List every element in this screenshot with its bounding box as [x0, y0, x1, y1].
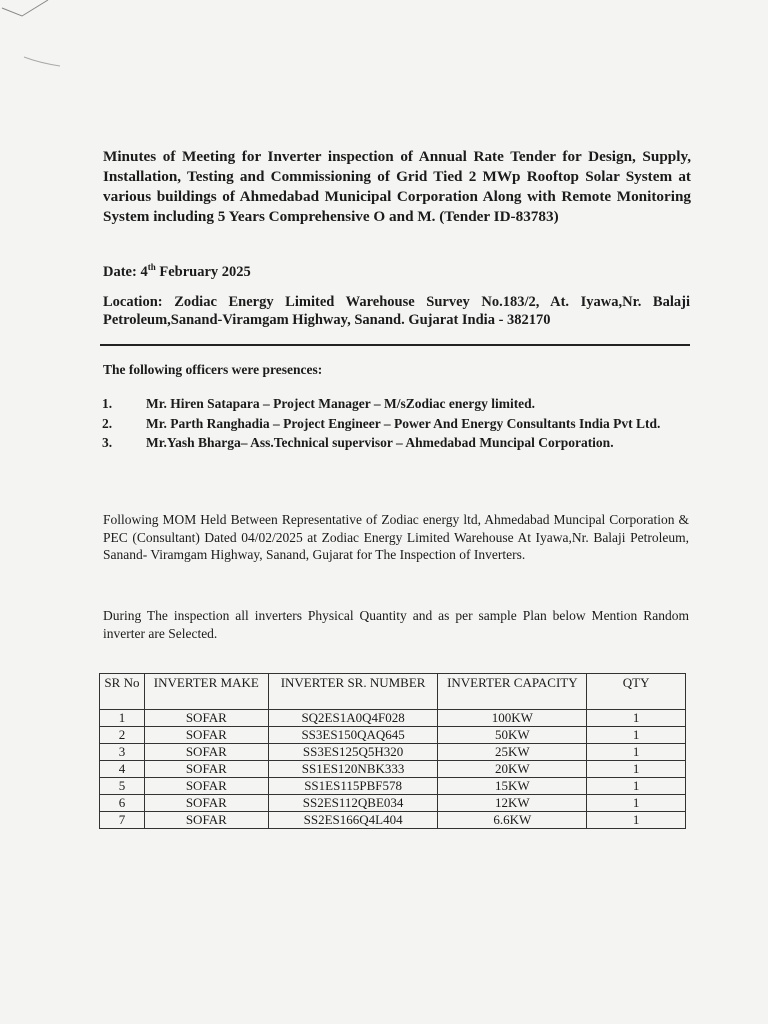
table-cell: 12KW [438, 795, 587, 812]
table-cell: 50KW [438, 727, 587, 744]
table-cell: 1 [587, 795, 686, 812]
table-cell: 1 [587, 812, 686, 829]
table-cell: 100KW [438, 710, 587, 727]
table-row [100, 727, 686, 744]
table-cell: SOFAR [144, 744, 268, 761]
table-cell: SS3ES125Q5H320 [268, 744, 438, 761]
table-row [100, 710, 686, 727]
officers-heading: The following officers were presences: [103, 362, 323, 377]
list-item [102, 435, 692, 452]
table-cell: SOFAR [144, 710, 268, 727]
table-cell: SS1ES120NBK333 [268, 761, 438, 778]
table-row [100, 761, 686, 778]
col-header-qty: QTY [587, 674, 686, 710]
scan-artifact-marks [0, 0, 90, 80]
officer-entry: Mr. Parth Ranghadia – Project Engineer – Power And Energy Consultants India Pvt Ltd. [146, 415, 661, 431]
table-cell: 2 [100, 727, 145, 744]
table-cell: 4 [100, 761, 145, 778]
officer-entry: Mr.Yash Bharga– Ass.Technical supervisor – Ahmedabad Muncipal Corporation. [146, 435, 614, 450]
table-cell: 1 [587, 761, 686, 778]
table-cell: SS2ES166Q4L404 [268, 812, 438, 829]
col-header-serial-number: INVERTER SR. NUMBER [268, 674, 438, 710]
table-cell: SOFAR [144, 761, 268, 778]
document-title: Minutes of Meeting for Inverter inspection of Annual Rate Tender for Design, Supply, Installation, Testing and Commissioning of Grid Tied 2 MWp Rooftop Solar System at various buildings of Ahmedabad Municipal Corporation Along with Remote Monitoring System including 5 Years Comprehensive O and M. (Tender ID-83783) [103, 148, 691, 225]
officer-entry: Mr. Hiren Satapara – Project Manager – M/sZodiac energy limited. [146, 396, 536, 411]
table-cell: 25KW [438, 744, 587, 761]
table-cell: SOFAR [144, 778, 268, 795]
col-header-sr-no: SR No [100, 674, 145, 710]
table-cell: 6.6KW [438, 812, 587, 829]
table-cell: SQ2ES1A0Q4F028 [268, 710, 438, 727]
table-row [100, 778, 686, 795]
table-cell: SOFAR [144, 812, 268, 829]
table-cell: 1 [587, 710, 686, 727]
inspection-paragraph: During The inspection all inverters Physical Quantity and as per sample Plan below Mention Random inverter are Selected. [103, 608, 689, 641]
col-header-make: INVERTER MAKE [144, 674, 268, 710]
table-cell: 1 [100, 710, 145, 727]
table-cell: 7 [100, 812, 145, 829]
meeting-date: Date: 4th February 2025 [103, 262, 251, 280]
table-cell: 20KW [438, 761, 587, 778]
table-cell: SS3ES150QAQ645 [268, 727, 438, 744]
table-cell: 1 [587, 744, 686, 761]
inverter-table [99, 673, 686, 829]
mom-paragraph: Following MOM Held Between Representative of Zodiac energy ltd, Ahmedabad Muncipal Corporation & PEC (Consultant) Dated 04/02/2025 at Zodiac Energy Limited Warehouse At Iyawa,Nr. Balaji Petroleum, Sanand- Viramgam Highway, Sanand, Gujarat for The Inspection of Inverters. [103, 512, 689, 562]
col-header-capacity: INVERTER CAPACITY [438, 674, 587, 710]
table-cell: 1 [587, 727, 686, 744]
table-cell: 1 [587, 778, 686, 795]
table-row [100, 812, 686, 829]
list-number: 3. [102, 435, 113, 450]
meeting-location: Location: Zodiac Energy Limited Warehouse Survey No.183/2, At. Iyawa,Nr. Balaji Petroleum,Sanand-Viramgam Highway, Sanand. Gujarat India - 382170 [103, 294, 690, 328]
divider-line [100, 344, 690, 346]
table-cell: SOFAR [144, 727, 268, 744]
table-cell: 6 [100, 795, 145, 812]
table-row [100, 744, 686, 761]
table-cell: 3 [100, 744, 145, 761]
list-item [102, 416, 692, 433]
table-header-row [100, 674, 686, 710]
table-cell: SS1ES115PBF578 [268, 778, 438, 795]
table-cell: SS2ES112QBE034 [268, 795, 438, 812]
table-row [100, 795, 686, 812]
list-item [102, 396, 692, 413]
table-cell: 15KW [438, 778, 587, 795]
table-cell: 5 [100, 778, 145, 795]
officers-list [102, 396, 692, 455]
table-cell: SOFAR [144, 795, 268, 812]
list-number: 2. [102, 415, 113, 431]
list-number: 1. [102, 396, 113, 411]
